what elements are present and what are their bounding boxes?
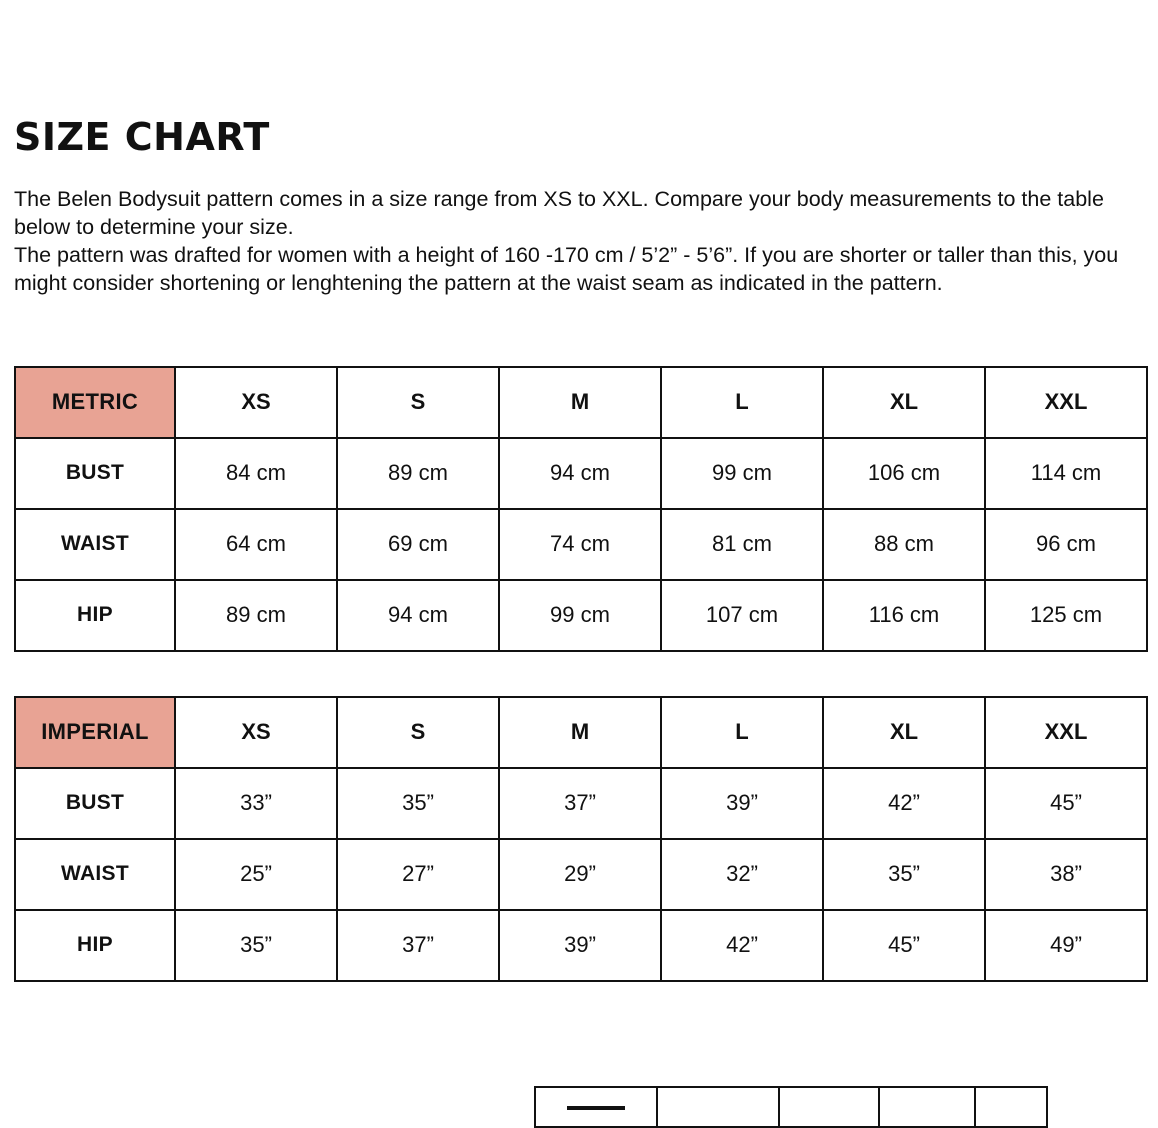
imperial-bust-xxl: 45”	[985, 768, 1147, 839]
line-marker-icon	[567, 1106, 625, 1110]
metric-waist-s: 69 cm	[337, 509, 499, 580]
metric-hip-m: 99 cm	[499, 580, 661, 651]
bottom-partial-table	[534, 1086, 1046, 1126]
metric-waist-m: 74 cm	[499, 509, 661, 580]
imperial-size-header-s: S	[337, 697, 499, 768]
metric-hip-label: HIP	[15, 580, 175, 651]
table-row	[535, 1087, 1047, 1127]
imperial-waist-xxl: 38”	[985, 839, 1147, 910]
bottom-partial-table-grid	[534, 1086, 1048, 1128]
metric-hip-xxl: 125 cm	[985, 580, 1147, 651]
metric-waist-l: 81 cm	[661, 509, 823, 580]
imperial-size-header-xxl: XXL	[985, 697, 1147, 768]
metric-waist-xl: 88 cm	[823, 509, 985, 580]
metric-corner-label: METRIC	[15, 367, 175, 438]
metric-bust-m: 94 cm	[499, 438, 661, 509]
table-row	[15, 839, 1147, 910]
table-row	[15, 509, 1147, 580]
imperial-waist-xs: 25”	[175, 839, 337, 910]
table-row	[15, 697, 1147, 768]
table-row	[15, 580, 1147, 651]
table-row	[15, 910, 1147, 981]
metric-size-header-m: M	[499, 367, 661, 438]
imperial-hip-l: 42”	[661, 910, 823, 981]
imperial-waist-l: 32”	[661, 839, 823, 910]
bottom-cell-2	[657, 1087, 779, 1127]
imperial-bust-xl: 42”	[823, 768, 985, 839]
imperial-waist-xl: 35”	[823, 839, 985, 910]
imperial-hip-m: 39”	[499, 910, 661, 981]
intro-paragraph-2: The pattern was drafted for women with a height of 160 -170 cm / 5’2” - 5’6”. If you are shorter or taller than this, you might consider shortening or lenghtening the pattern at the waist seam as indicated in the pattern.	[14, 242, 1119, 295]
metric-bust-xs: 84 cm	[175, 438, 337, 509]
imperial-waist-s: 27”	[337, 839, 499, 910]
imperial-size-header-m: M	[499, 697, 661, 768]
table-row	[15, 768, 1147, 839]
metric-bust-xl: 106 cm	[823, 438, 985, 509]
table-row	[15, 438, 1147, 509]
imperial-table-wrapper	[14, 696, 1144, 982]
bottom-cell-3	[779, 1087, 879, 1127]
metric-hip-xl: 116 cm	[823, 580, 985, 651]
metric-size-header-xxl: XXL	[985, 367, 1147, 438]
bottom-cell-5	[975, 1087, 1047, 1127]
imperial-bust-l: 39”	[661, 768, 823, 839]
metric-size-table	[14, 366, 1148, 652]
metric-size-header-l: L	[661, 367, 823, 438]
imperial-hip-xl: 45”	[823, 910, 985, 981]
imperial-waist-m: 29”	[499, 839, 661, 910]
imperial-bust-m: 37”	[499, 768, 661, 839]
metric-table-wrapper	[14, 366, 1144, 652]
imperial-size-table	[14, 696, 1148, 982]
imperial-hip-s: 37”	[337, 910, 499, 981]
metric-size-header-xs: XS	[175, 367, 337, 438]
metric-waist-xxl: 96 cm	[985, 509, 1147, 580]
metric-bust-xxl: 114 cm	[985, 438, 1147, 509]
table-row	[15, 367, 1147, 438]
metric-waist-xs: 64 cm	[175, 509, 337, 580]
metric-bust-s: 89 cm	[337, 438, 499, 509]
imperial-hip-label: HIP	[15, 910, 175, 981]
metric-size-header-s: S	[337, 367, 499, 438]
imperial-size-header-l: L	[661, 697, 823, 768]
metric-bust-label: BUST	[15, 438, 175, 509]
metric-bust-l: 99 cm	[661, 438, 823, 509]
imperial-bust-s: 35”	[337, 768, 499, 839]
metric-waist-label: WAIST	[15, 509, 175, 580]
metric-hip-s: 94 cm	[337, 580, 499, 651]
imperial-size-header-xl: XL	[823, 697, 985, 768]
metric-hip-l: 107 cm	[661, 580, 823, 651]
intro-text	[14, 186, 1144, 298]
metric-hip-xs: 89 cm	[175, 580, 337, 651]
imperial-waist-label: WAIST	[15, 839, 175, 910]
imperial-hip-xxl: 49”	[985, 910, 1147, 981]
size-chart-page	[14, 0, 1144, 982]
imperial-hip-xs: 35”	[175, 910, 337, 981]
imperial-bust-xs: 33”	[175, 768, 337, 839]
imperial-size-header-xs: XS	[175, 697, 337, 768]
bottom-cell-1	[535, 1087, 657, 1127]
intro-paragraph-1: The Belen Bodysuit pattern comes in a size range from XS to XXL. Compare your body measurements to the table below to determine your size.	[14, 187, 1104, 239]
imperial-corner-label: IMPERIAL	[15, 697, 175, 768]
page-title: SIZE CHART	[14, 115, 270, 159]
metric-size-header-xl: XL	[823, 367, 985, 438]
imperial-bust-label: BUST	[15, 768, 175, 839]
bottom-cell-4	[879, 1087, 975, 1127]
